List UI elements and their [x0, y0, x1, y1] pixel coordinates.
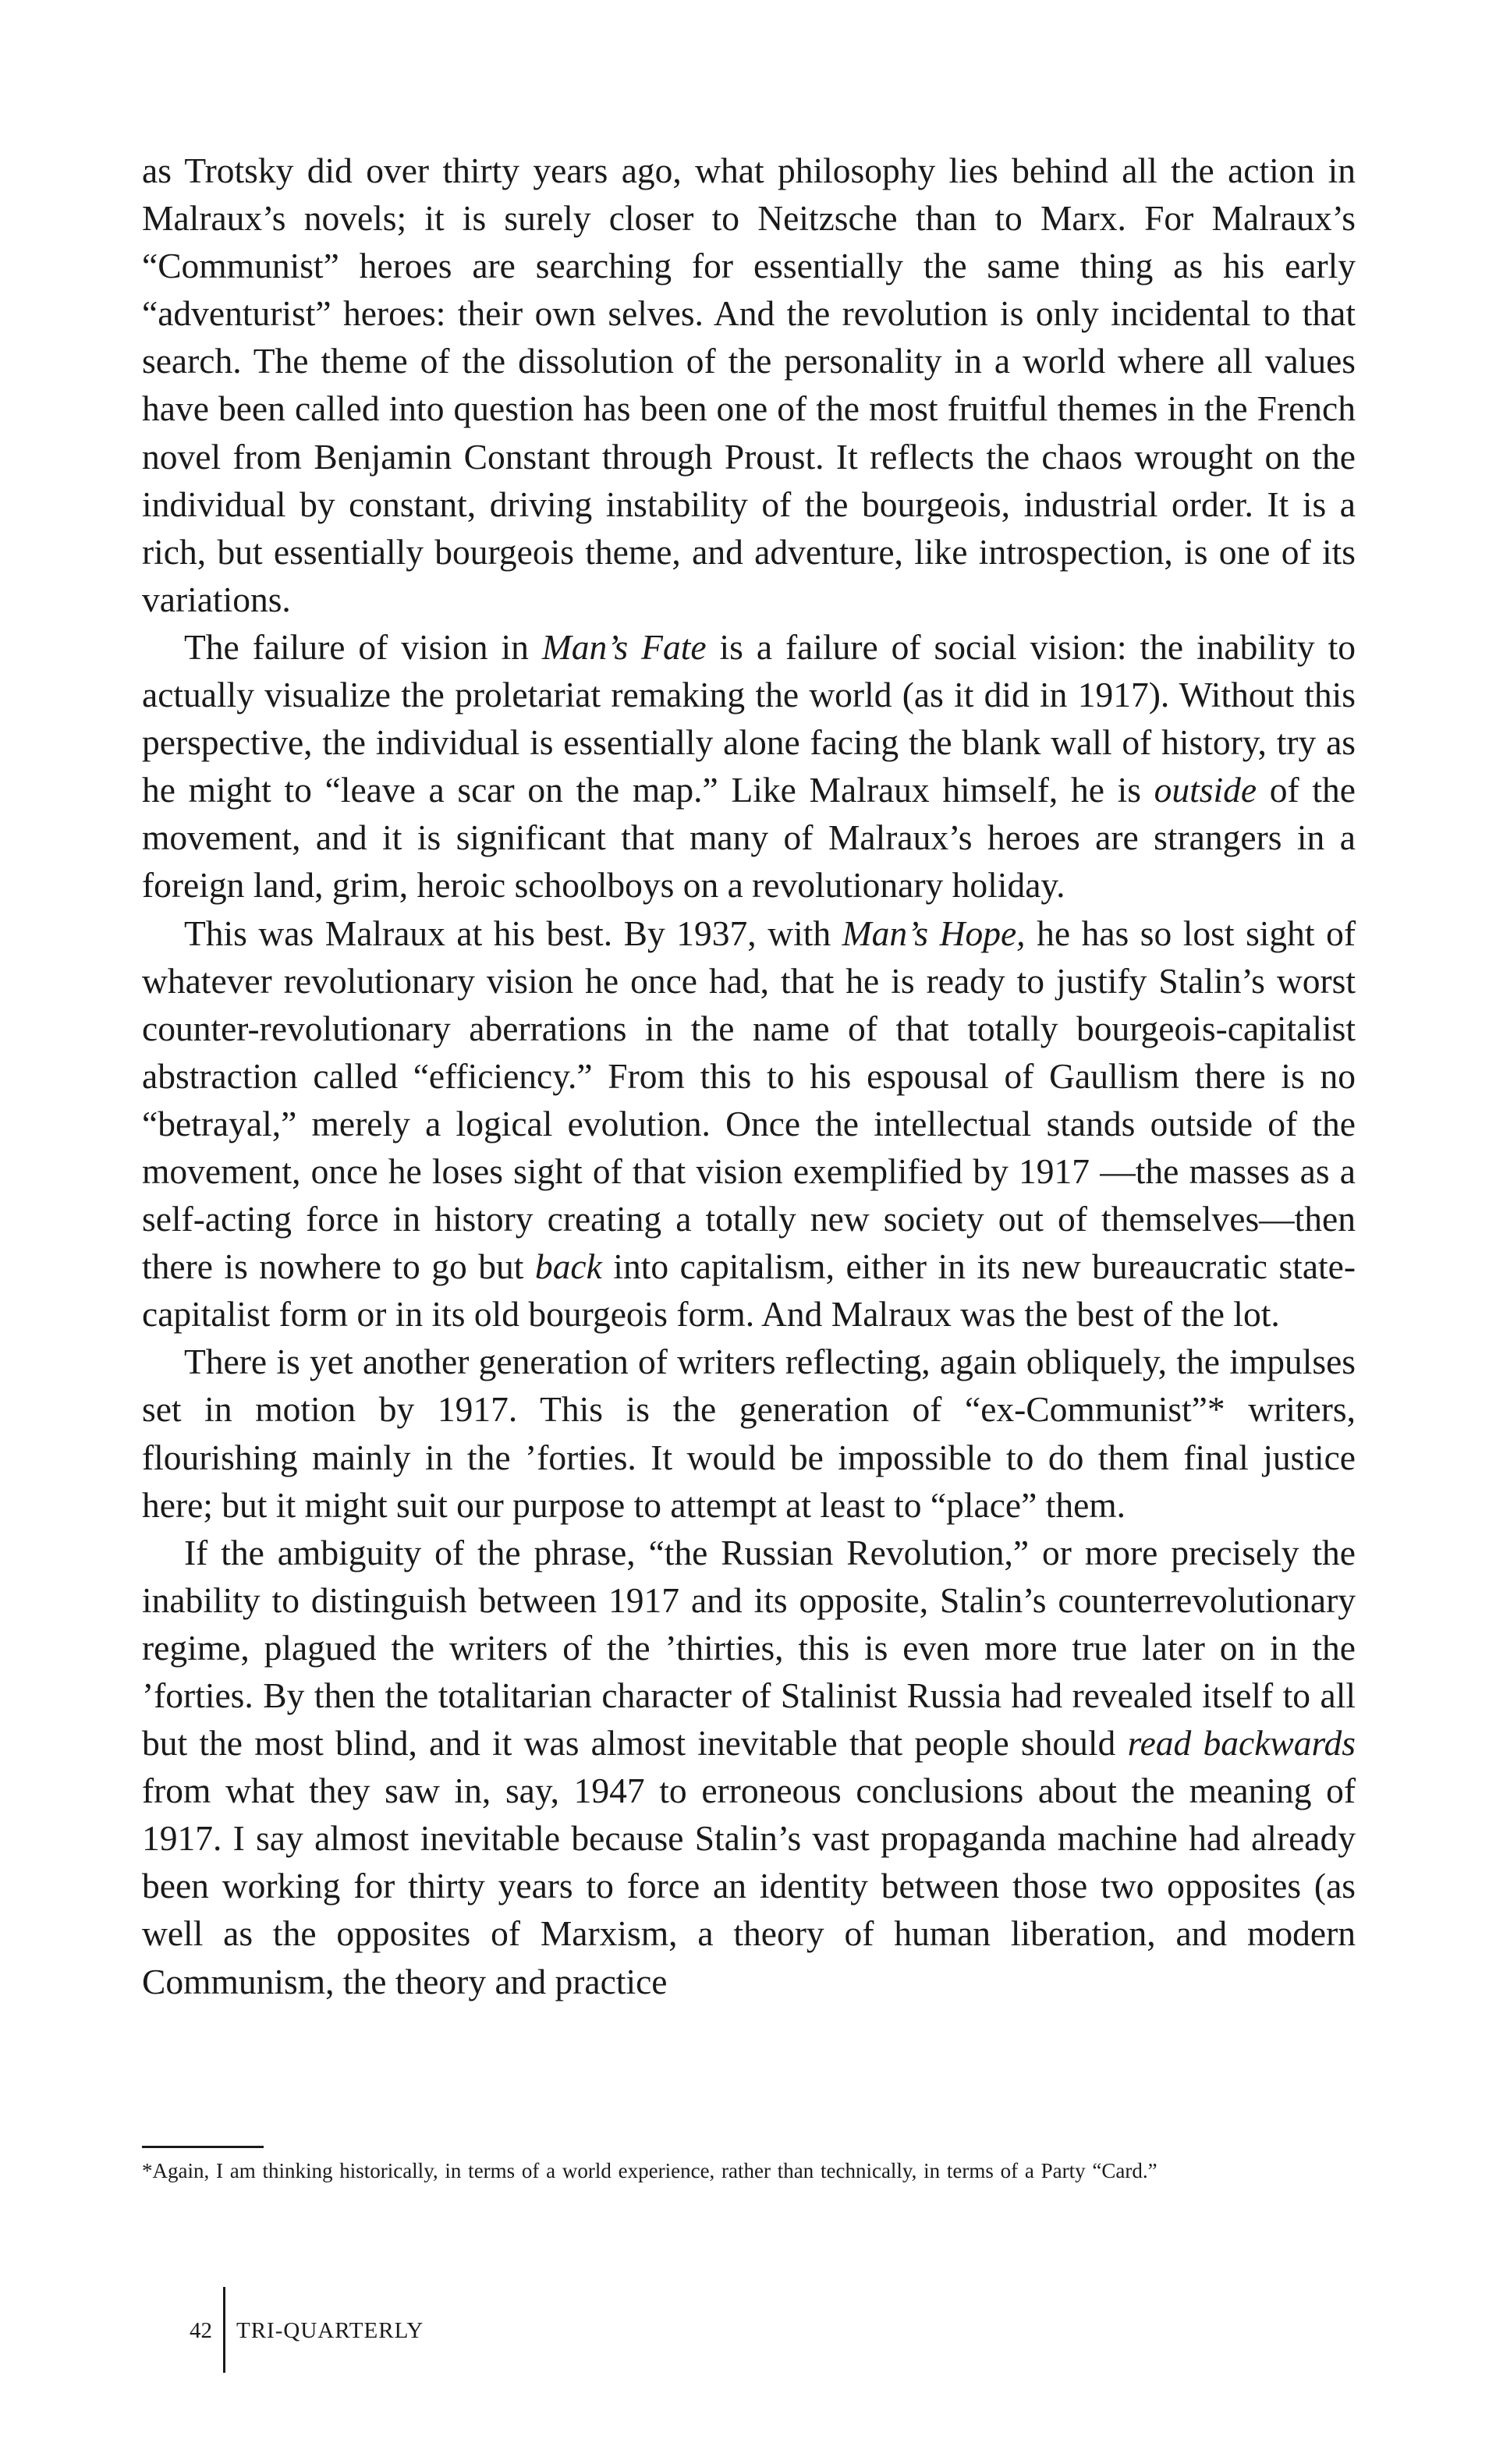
text-segment: he has so lost sight of whatever revolutionary vision he once had, that he is ready to justify Stalin’s worst counter-revolutionary aberrations in the name of that totally bourgeois-capitalist abstraction called “efficiency.” From this to his espousal of Gaullism there is no “betrayal,” merely a logical evolution. Once the intellectual stands outside of the movement, once he loses sight of that vision exemplified by 1917 —the masses as a self-acting force in history creating a totally new society out of themselves—then there is nowhere to go but	[142, 913, 1356, 1287]
text-segment: from what they saw in, say, 1947 to erroneous conclusions about the meaning of 1917. I say almost inevitable because Stalin’s vast propaganda machine had already been working for thirty years to force an identity between those two opposites (as well as the opposites of Marxism, a theory of human liberation, and modern Communism, the theory and practice	[142, 1771, 1356, 2001]
page-number: 42	[190, 2318, 212, 2343]
text-segment: If the ambiguity of the phrase, “the Russian Revolution,” or more precisely the inability to distinguish between 1917 and its opposite, Stalin’s counterrevolutionary regime, plagued the writers of the ’thirties, this is even more true later on in the ’forties. By then the totalitarian character of Stalinist Russia had revealed itself to all but the most blind, and it was almost inevitable that people should	[142, 1532, 1356, 1764]
paragraph-4	[142, 1338, 1356, 1528]
footnote-rule	[142, 2146, 264, 2148]
text-segment: of the movement, and it is significant that many of Malraux’s heroes are strangers in a foreign land, grim, heroic schoolboys on a revolutionary holiday.	[142, 770, 1356, 906]
emphasis-outside: outside	[1154, 770, 1257, 810]
paragraph-2	[142, 623, 1356, 909]
footnote: *Again, I am thinking historically, in terms of a world experience, rather than technically, in terms of a Party “Card.”	[142, 2159, 1157, 2182]
text-segment: as Trotsky did over thirty years ago, what philosophy lies behind all the action in Malraux’s novels; it is surely closer to Neitzsche than to Marx. For Malraux’s “Communist” heroes are searching for essentially the same thing as his early “adventurist” heroes: their own selves. And the revolution is only incidental to that search. The theme of the dissolution of the personality in a world where all values have been called into question has been one of the most fruitful themes in the French novel from Benjamin Constant through Proust. It reflects the chaos wrought on the individual by constant, driving instability of the bourgeois, industrial order. It is a rich, but essentially bourgeois theme, and adventure, like introspection, is one of its variations.	[142, 151, 1356, 619]
text-segment: into capitalism, either in its new bureaucratic state-capitalist form or in its old bourgeois form. And Malraux was the best of the lot.	[142, 1246, 1356, 1335]
paragraph-3	[142, 909, 1356, 1338]
page-footer	[142, 2292, 424, 2354]
body-text	[142, 147, 1356, 2005]
text-segment: This was Malraux at his best. By 1937, with	[184, 913, 842, 953]
text-segment: The failure of vision in	[184, 626, 542, 667]
emphasis-back: back	[534, 1246, 602, 1287]
paragraph-5	[142, 1529, 1356, 2005]
text-segment: is a failure of social vision: the inability to actually visualize the proletariat remaking the world (as it did in 1917). Without this perspective, the individual is essentially alone facing the blank wall of history, try as he might to “leave a scar on the map.” Like Malraux himself, he is	[142, 626, 1356, 810]
text-segment: There is yet another generation of writers reflecting, again obliquely, the impulses set in motion by 1917. This is the generation of “ex-Communist”* writers, flourishing mainly in the ’forties. It would be impossible to do them final justice here; but it might suit our purpose to attempt at least to “place” them.	[142, 1342, 1356, 1525]
book-title-mans-hope: Man’s Hope,	[842, 913, 1026, 953]
book-title-mans-fate: Man’s Fate	[541, 626, 707, 667]
emphasis-read-backwards: read backwards	[1127, 1723, 1356, 1764]
paragraph-1	[142, 147, 1356, 623]
running-title: TRI-QUARTERLY	[236, 2318, 424, 2343]
